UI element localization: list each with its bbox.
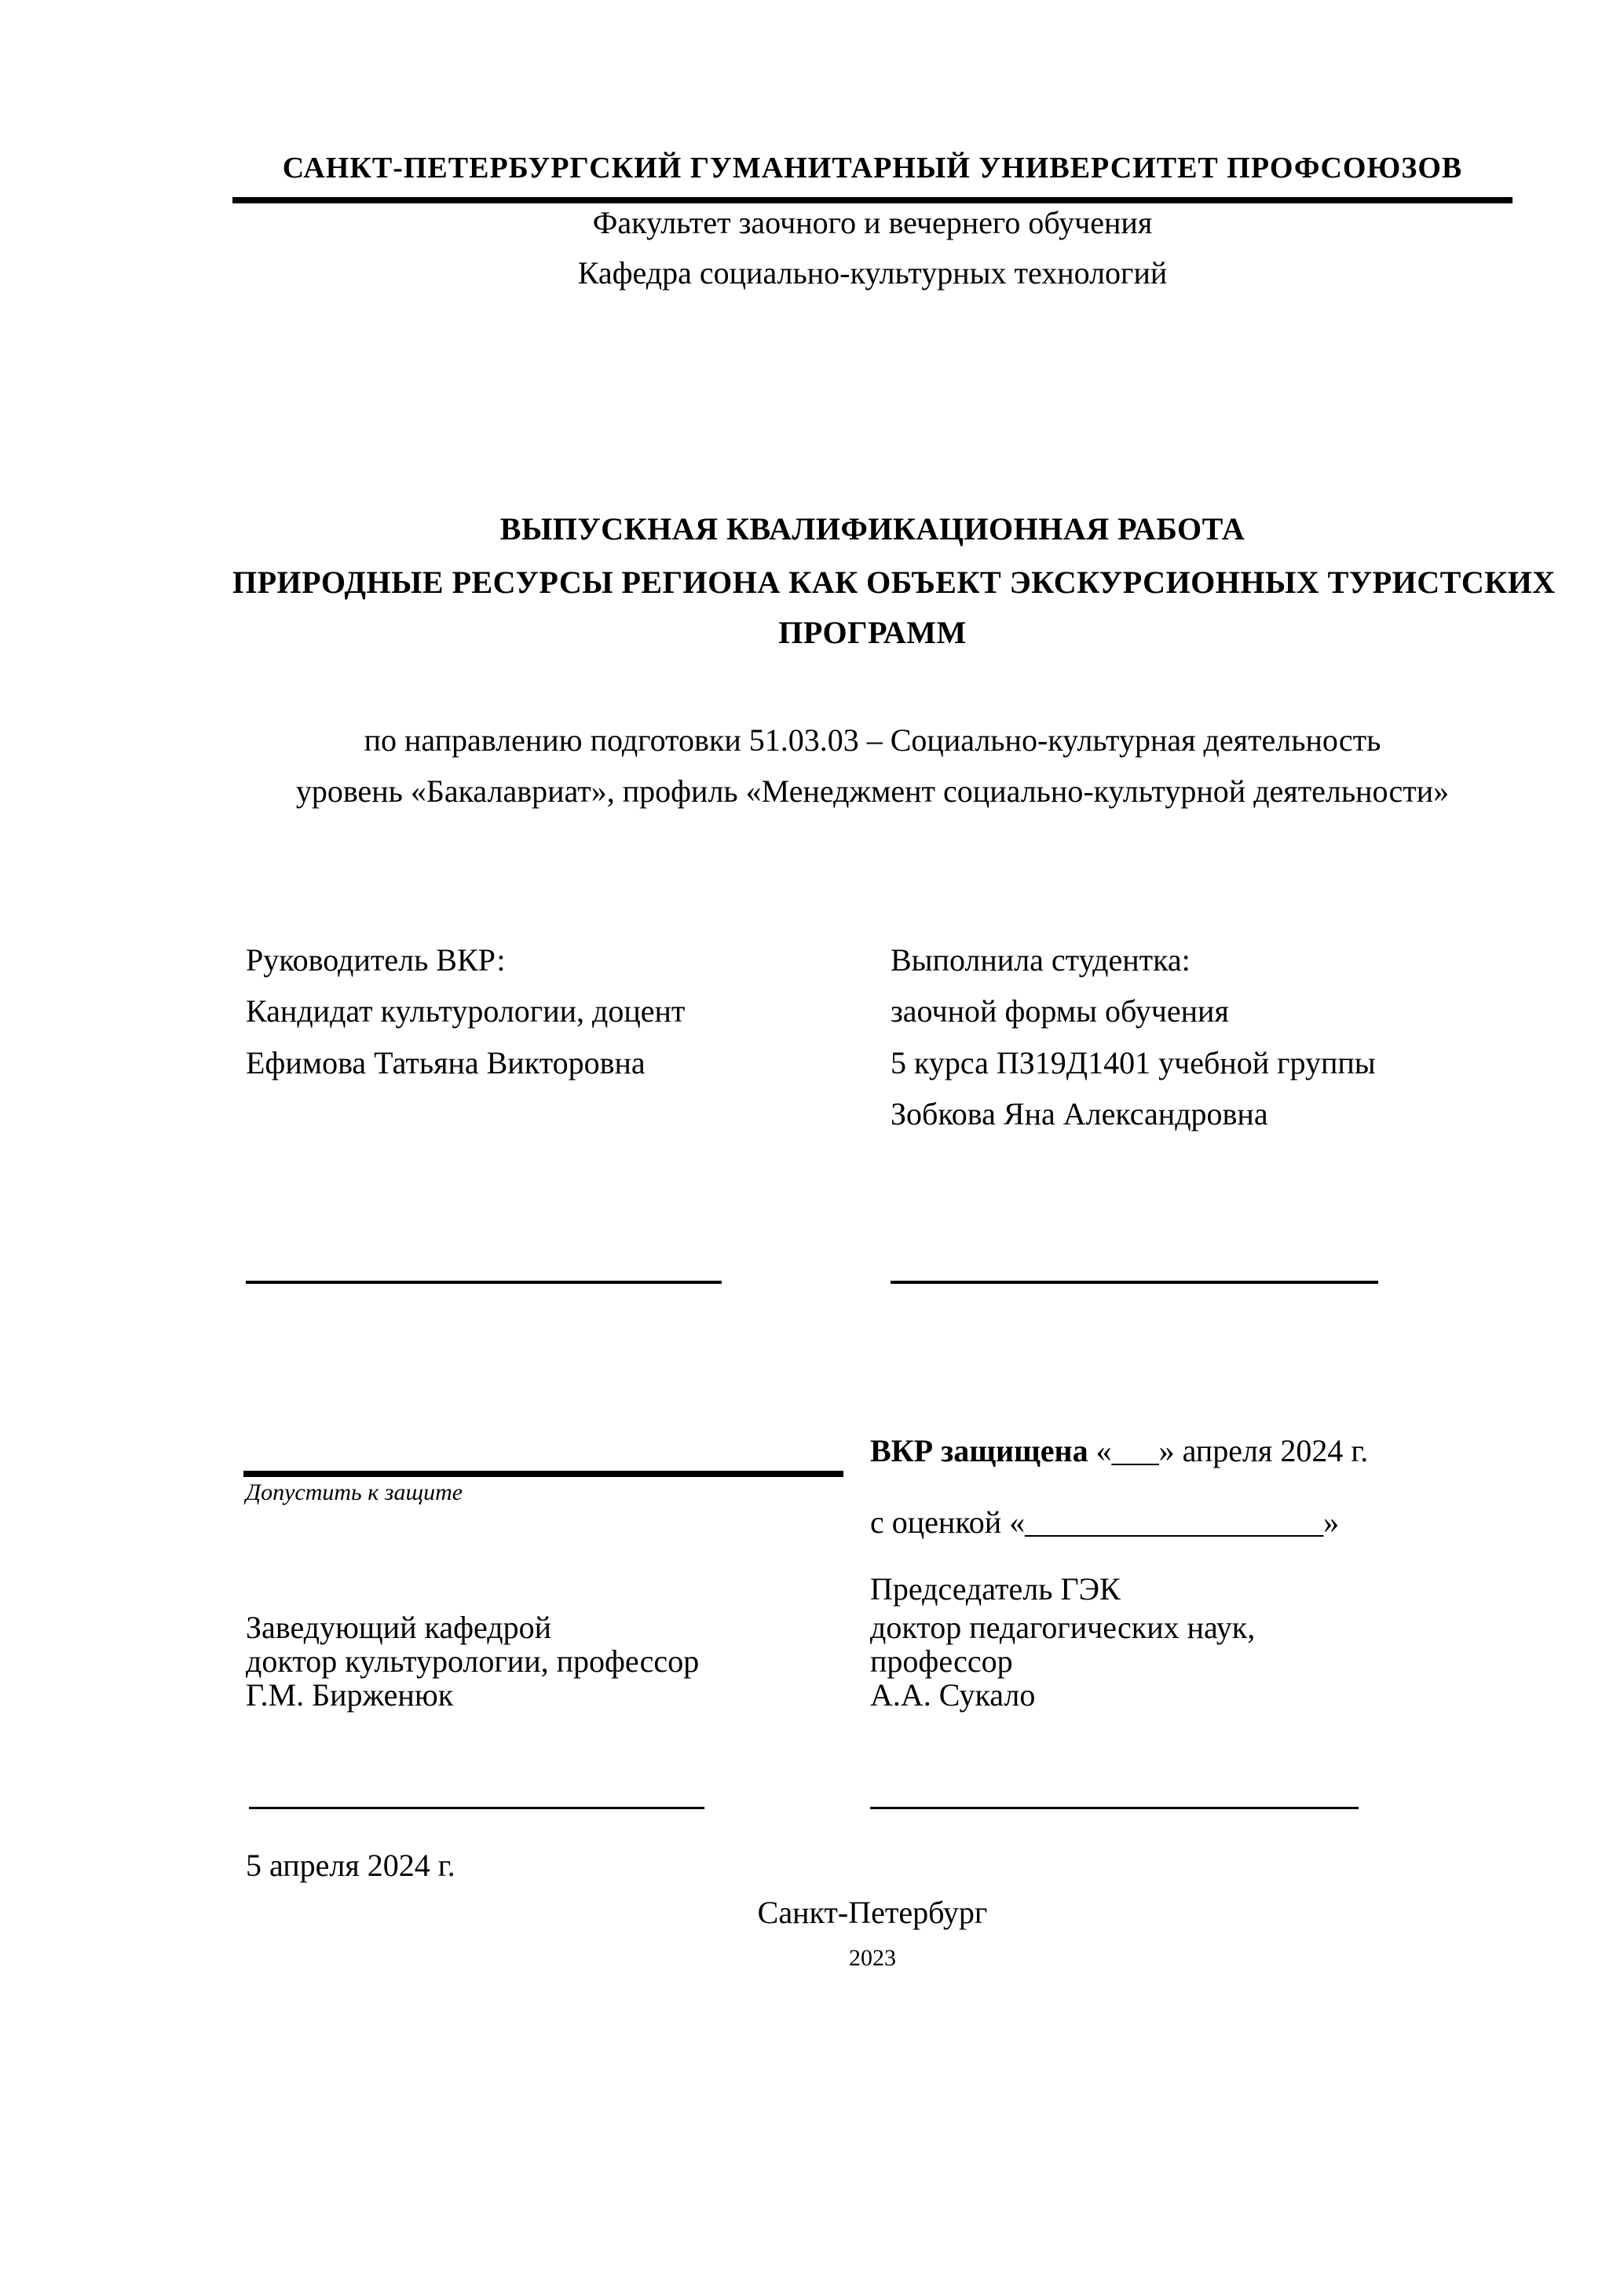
head-degree: доктор культурологии, профессор	[246, 1643, 700, 1679]
chair-degree-line1: доктор педагогических наук,	[870, 1610, 1256, 1645]
admission-label: Допустить к защите	[246, 1479, 463, 1505]
department-name: Кафедра социально-культурных технологий	[577, 255, 1168, 291]
defense-grade-line: с оценкой «___________________»	[870, 1504, 1340, 1540]
chair-name: А.А. Сукало	[870, 1677, 1036, 1713]
defense-defended-date: «___» апреля 2024 г.	[1088, 1433, 1369, 1468]
chair-degree-line2: профессор	[870, 1643, 1013, 1679]
head-position: Заведующий кафедрой	[246, 1610, 552, 1645]
student-study-form: заочной формы обучения	[891, 993, 1229, 1029]
admission-date: 5 апреля 2024 г.	[246, 1848, 455, 1883]
student-signature-line	[891, 1281, 1378, 1284]
student-group: 5 курса ПЗ19Д1401 учебной группы	[891, 1045, 1376, 1080]
supervisor-degree: Кандидат культурологии, доцент	[246, 993, 686, 1029]
chair-position: Председатель ГЭК	[870, 1571, 1121, 1607]
header-divider	[232, 197, 1512, 203]
university-name: САНКТ-ПЕТЕРБУРГСКИЙ ГУМАНИТАРНЫЙ УНИВЕРСИТЕТ ПРОФСОЮЗОВ	[282, 152, 1463, 185]
supervisor-label: Руководитель ВКР:	[246, 942, 506, 978]
supervisor-signature-line	[246, 1281, 722, 1284]
thesis-title-line2: ПРОГРАММ	[778, 615, 967, 650]
student-label: Выполнила студентка:	[891, 942, 1191, 978]
city: Санкт-Петербург	[757, 1895, 988, 1930]
admission-divider	[243, 1471, 843, 1477]
chair-signature-line	[870, 1807, 1359, 1809]
supervisor-name: Ефимова Татьяна Викторовна	[246, 1045, 646, 1080]
work-type: ВЫПУСКНАЯ КВАЛИФИКАЦИОННАЯ РАБОТА	[499, 511, 1245, 547]
year: 2023	[849, 1945, 896, 1971]
faculty-name: Факультет заочного и вечернего обучения	[592, 205, 1153, 240]
head-name: Г.М. Бирженюк	[246, 1677, 454, 1713]
defense-defended-label: ВКР защищена	[870, 1433, 1088, 1468]
level-profile: уровень «Бакалавриат», профиль «Менеджмент социально-культурной деятельности»	[295, 773, 1450, 809]
study-direction: по направлению подготовки 51.03.03 – Социально-культурная деятельность	[364, 722, 1381, 758]
student-name: Зобкова Яна Александровна	[891, 1096, 1268, 1132]
head-signature-line	[249, 1807, 704, 1809]
thesis-title-line1: ПРИРОДНЫЕ РЕСУРСЫ РЕГИОНА КАК ОБЪЕКТ ЭКСКУРСИОННЫХ ТУРИСТСКИХ	[232, 565, 1556, 600]
defense-date-line	[870, 1432, 1368, 1469]
